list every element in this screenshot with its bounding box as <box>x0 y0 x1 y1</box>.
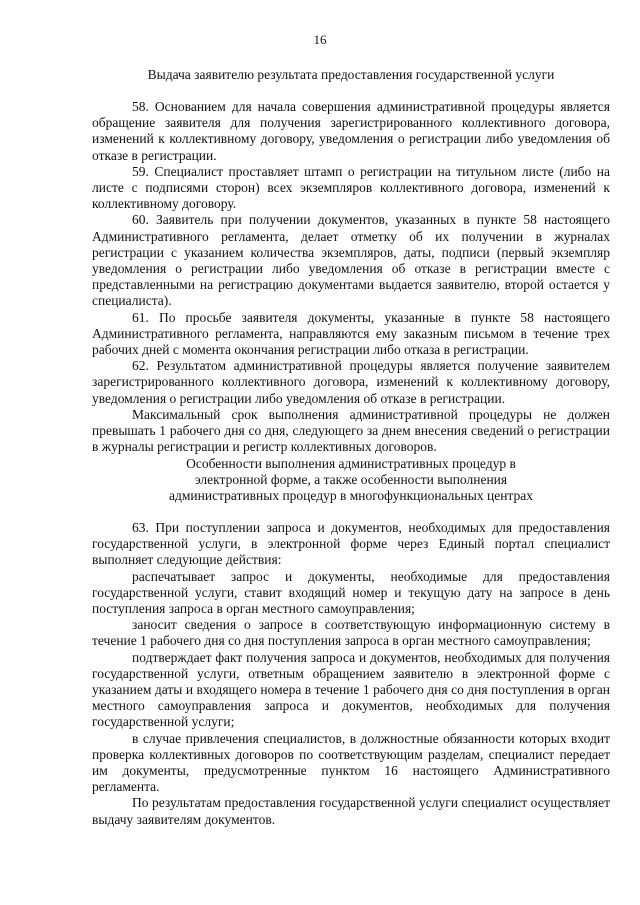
action-print-request: распечатывает запрос и документы, необходимые для предоставления государственной услуги, ставит входящий номер и текущую дату на запросе в день поступления запроса в орган местного самоуправления; <box>92 568 610 617</box>
paragraph-60: 60. Заявитель при получении документов, указанных в пункте 58 настоящего Административного регламента, делает отметку об их получении в журналах регистрации с указанием количества экземпляров, даты, подписи (первый экземпляр уведомления о регистрации либо уведомления об отказе в регистрации вместе с представленными на регистрацию документами выдается заявителю, второй остается у специалиста). <box>92 212 610 309</box>
action-involve-specialists: в случае привлечения специалистов, в должностные обязанности которых входит проверка коллективных договоров по соответствующим разделам, специалист передает им документы, предусмотренные пунктом 16 настоящего Административного регламента. <box>92 730 610 795</box>
paragraph-58: 58. Основанием для начала совершения административной процедуры является обращение заявителя для получения зарегистрированного коллективного договора, изменений к коллективному договору, уведомления о регистрации либо уведомления об отказе в регистрации. <box>92 99 610 163</box>
paragraph-max-term: Максимальный срок выполнения административной процедуры не должен превышать 1 рабочего дня со дня, следующего за днем внесения сведений о регистрации в журналы регистрации и регистр коллективных договоров. <box>92 406 610 455</box>
action-enter-info: заносит сведения о запросе в соответствующую информационную систему в течение 1 рабочего дня со дня поступления запроса в орган местного самоуправления; <box>92 617 610 649</box>
action-confirm-receipt: подтверждает факт получения запроса и документов, необходимых для получения государственной услуги, ответным обращением заявителю в электронной форме с указанием даты и входящего номера в течение 1 рабочего дня со дня поступления в орган местного самоуправления запроса и документов, необходимых для получения государственной услуги; <box>92 649 610 730</box>
heading-line: административных процедур в многофункциональных центрах <box>169 488 533 504</box>
heading-line: Особенности выполнения административных процедур в <box>186 456 516 471</box>
paragraph-61: 61. По просьбе заявителя документы, указанные в пункте 58 настоящего Административного регламента, направляются ему заказным письмом в течение трех рабочих дней с момента окончания регистрации либо отказа в регистрации. <box>92 309 610 358</box>
paragraph-63: 63. При поступлении запроса и документов, необходимых для предоставления государственной услуги, в электронной форме через Единый портал специалист выполняет следующие действия: <box>92 520 610 568</box>
section-heading-electronic-procedures <box>92 456 610 505</box>
paragraph-59: 59. Специалист проставляет штамп о регистрации на титульном листе (либо на листе с подписями сторон) всех экземпляров коллективного договора, изменений к коллективному договору. <box>92 163 610 212</box>
section-heading-result-issuance: Выдача заявителю результата предоставления государственной услуги <box>147 67 555 82</box>
heading-line: электронной форме, а также особенности выполнения <box>194 472 508 488</box>
paragraph-62: 62. Результатом административной процедуры является получение заявителем зарегистрированного коллективного договора, изменений к коллективному договору, уведомления о регистрации либо уведомления об отказе в регистрации. <box>92 358 610 406</box>
page-number: 16 <box>313 32 327 47</box>
paragraph-results-issuance: По результатам предоставления государственной услуги специалист осуществляет выдачу заявителям документов. <box>92 795 610 827</box>
section-body-electronic-procedures <box>92 520 610 828</box>
section-body-result-issuance <box>92 99 610 455</box>
